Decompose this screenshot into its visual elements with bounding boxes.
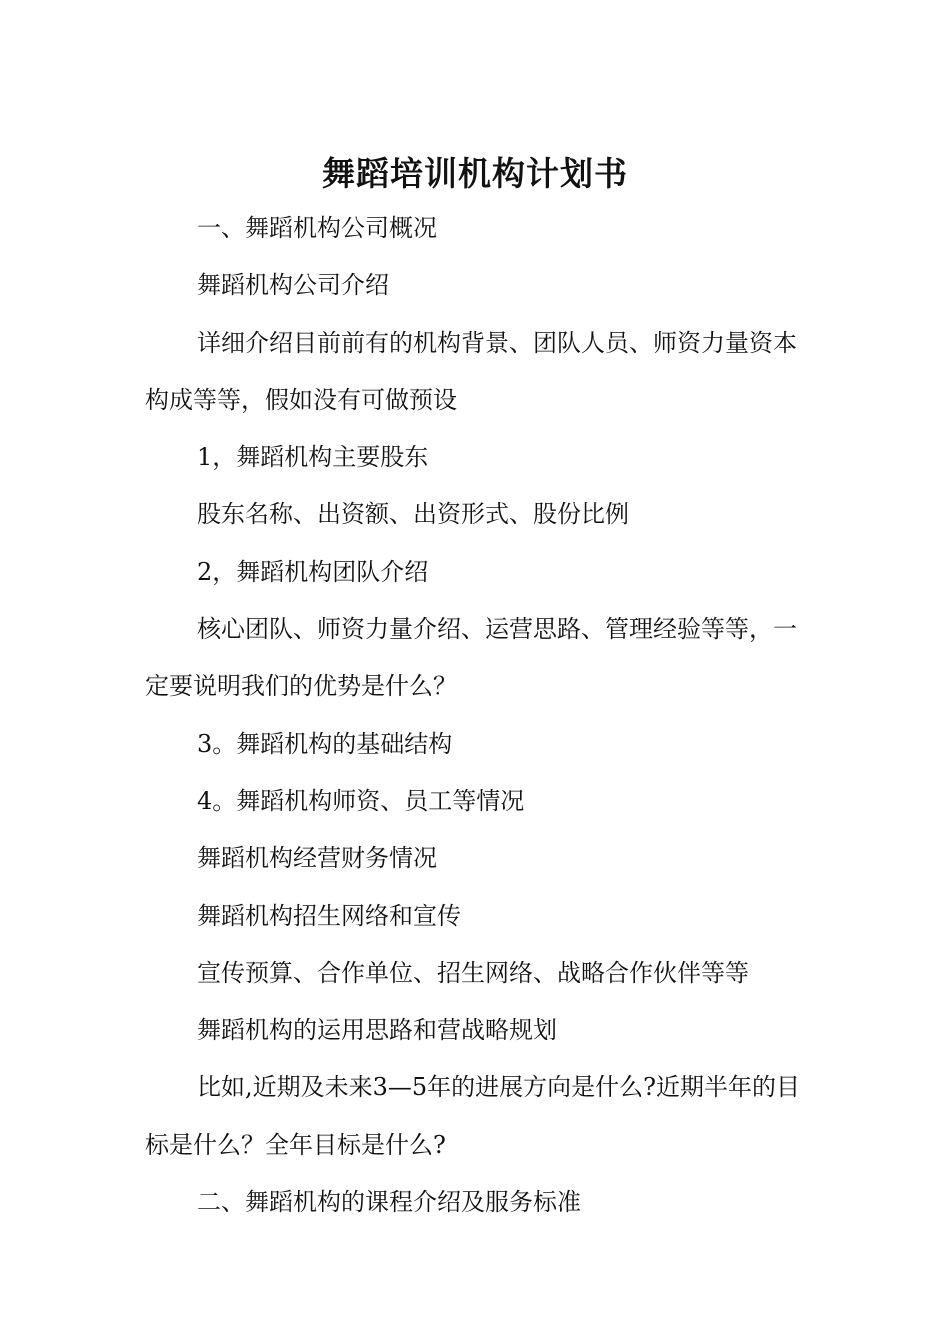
subheading: 4。舞蹈机构师资、员工等情况: [197, 786, 525, 815]
paragraph: 核心团队、师资力量介绍、运营思路、管理经验等等，一定要说明我们的优势是什么？: [145, 615, 797, 701]
section-heading-2: 二、舞蹈机构的课程介绍及服务标准: [197, 1188, 581, 1217]
paragraph: 舞蹈机构的运用思路和营战略规划: [197, 1016, 557, 1045]
paragraph: 宣传预算、合作单位、招生网络、战略合作伙伴等等: [197, 958, 749, 987]
subheading: 2，舞蹈机构团队介绍: [197, 557, 429, 586]
paragraph: 舞蹈机构公司介绍: [197, 271, 389, 300]
paragraph: 详细介绍目前前有的机构背景、团队人员、师资力量资本构成等等，假如没有可做预设: [145, 328, 797, 414]
subheading: 3。舞蹈机构的基础结构: [197, 729, 453, 758]
paragraph: 比如,近期及未来3—5年的进展方向是什么?近期半年的目标是什么？全年目标是什么?: [145, 1073, 801, 1159]
paragraph: 舞蹈机构招生网络和宣传: [197, 901, 461, 930]
paragraph: 股东名称、出资额、出资形式、股份比例: [197, 500, 629, 529]
document-title: 舞蹈培训机构计划书: [322, 154, 628, 194]
document-body: [145, 200, 810, 1231]
section-heading-1: 一、舞蹈机构公司概况: [197, 214, 437, 242]
paragraph: 舞蹈机构经营财务情况: [197, 844, 437, 873]
subheading: 1，舞蹈机构主要股东: [197, 443, 429, 472]
